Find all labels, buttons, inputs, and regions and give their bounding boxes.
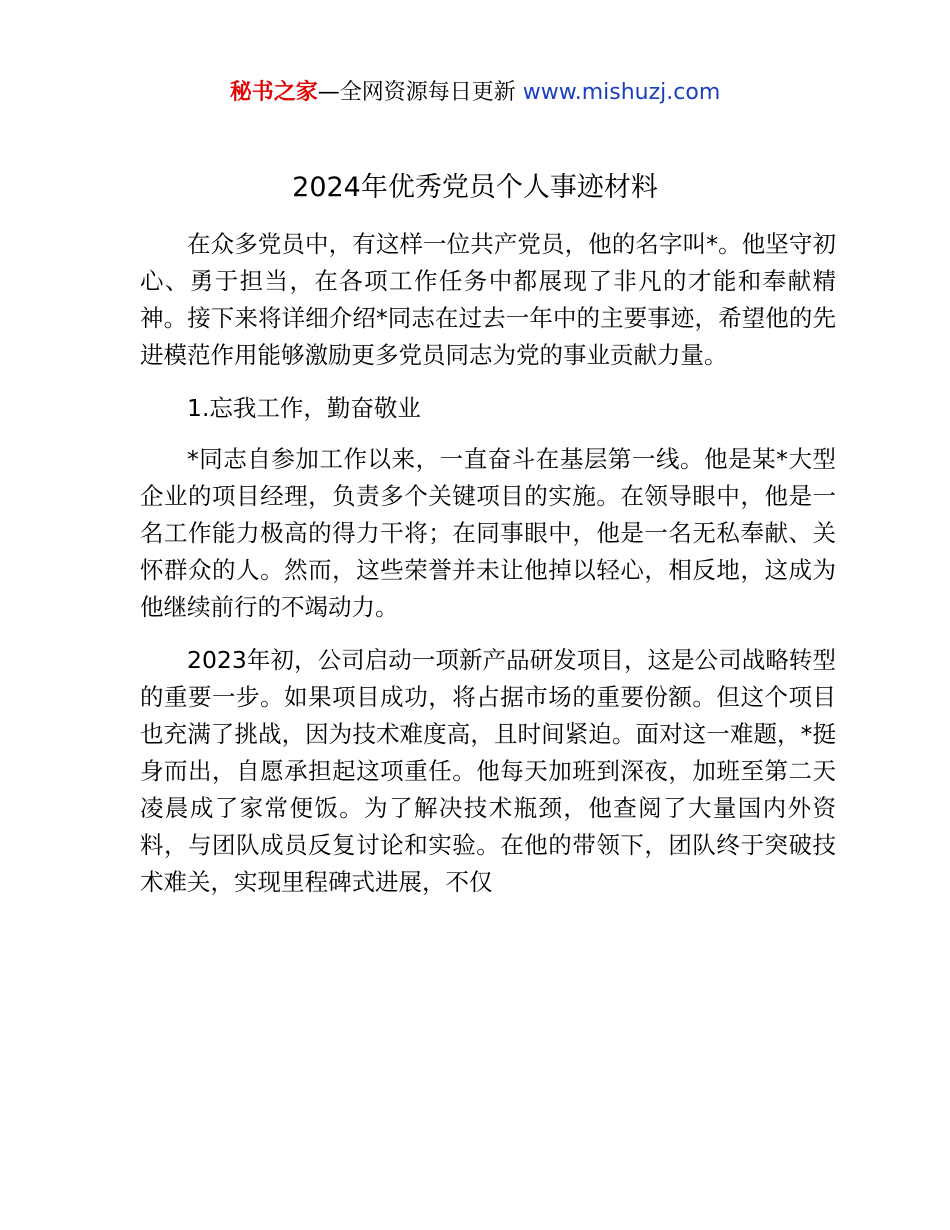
- site-brand: 秘书之家: [229, 80, 318, 105]
- site-url-link[interactable]: www.mishuzj.com: [522, 80, 721, 105]
- site-header: [0, 78, 950, 108]
- body-paragraph: 2023年初，公司启动一项新产品研发项目，这是公司战略转型的重要一步。如果项目成功，将占据市场的重要份额。但这个项目也充满了挑战，因为技术难度高，且时间紧迫。面对这一难题，*挺身而出，自愿承担起这项重任。他每天加班到深夜，加班至第二天凌晨成了家常便饭。为了解决技术瓶颈，他查阅了大量国内外资料，与团队成员反复讨论和实验。在他的带领下，团队终于突破技术难关，实现里程碑式进展，不仅: [140, 646, 836, 896]
- body-paragraph: *同志自参加工作以来，一直奋斗在基层第一线。他是某*大型企业的项目经理，负责多个关键项目的实施。在领导眼中，他是一名工作能力极高的得力干将；在同事眼中，他是一名无私奉献、关怀群众的人。然而，这些荣誉并未让他掉以轻心，相反地，这成为他继续前行的不竭动力。: [140, 445, 836, 621]
- document-body: [140, 226, 836, 917]
- document-title: 2024年优秀党员个人事迹材料: [292, 172, 658, 203]
- intro-paragraph: 在众多党员中，有这样一位共产党员，他的名字叫*。他坚守初心、勇于担当，在各项工作任务中都展现了非凡的才能和奉献精神。接下来将详细介绍*同志在过去一年中的主要事迹，希望他的先进模范作用能够激励更多党员同志为党的事业贡献力量。: [140, 230, 836, 369]
- section-heading: 1.忘我工作，勤奋敬业: [187, 394, 421, 422]
- site-slogan: —全网资源每日更新: [317, 80, 523, 105]
